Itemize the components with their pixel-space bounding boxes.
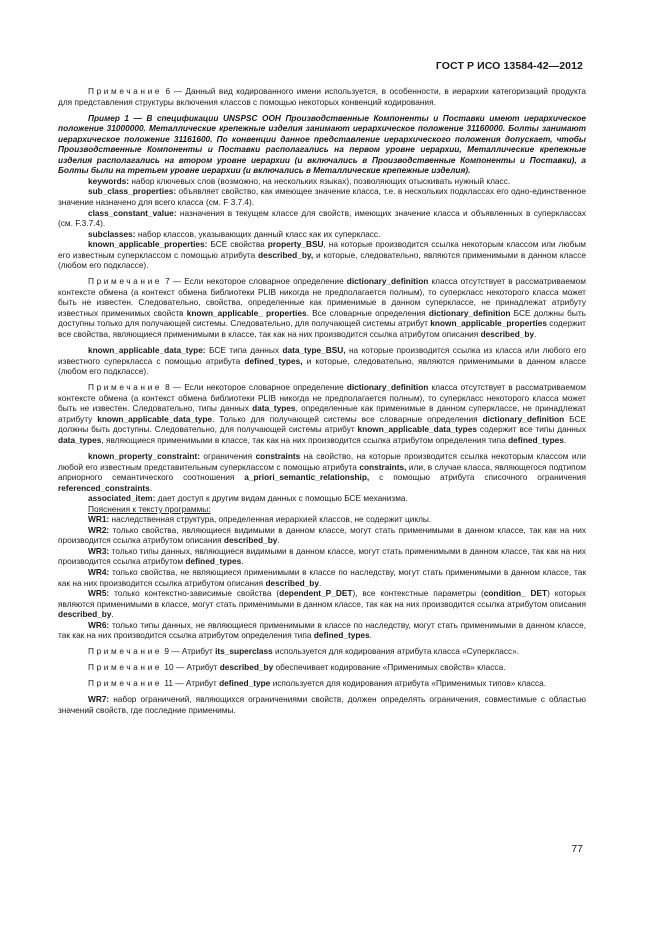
def-known-applicable-properties: known_applicable_properties: БСЕ свойства property_BSU, на которые производится ссылка некоторым классом или любым его известным суперклассом с помощью атрибута described_by, и которые, следовательно, являются применимыми в данном классе (любом его подклассе). [58, 239, 586, 271]
rule-wr1: WR1: наследственная структура, определенная иерархией классов, не содержит циклы. [88, 514, 432, 525]
note-label: Примечание [88, 646, 163, 657]
def-known-property-constraint: known_property_constraint: ограничения constraints на свойство, на которые производится ссылка некоторым классом или любой его известным представительным суперклассом с помощью атрибута constraints, или, в случае класса, являющегося подтипом априорного семантического соотношения a_priori_semantic_relationship, с помощью атрибута списочного ограничения referenced_constraints. [58, 451, 587, 493]
def-subclasses: subclasses: набор классов, указывающих данный класс как их суперкласс. [88, 228, 381, 239]
page-number: 77 [571, 843, 583, 855]
rule-wr5: WR5: только контекстно-зависимые свойства (dependent_P_DET), все контекстные параметры (condition_ DET) которых являются применимыми в классе, могут стать применимыми в данном классе, так как на них производится ссылка атрибутом описания described_by. [58, 588, 586, 620]
def-known-applicable-data-type: known_applicable_data_type: БСЕ типа данных data_type_BSU, на которые производится ссылка из класса или любого его известного суперкласса с помощью атрибута defined_types, и которые, следовательно, являются применимыми в данном классе (любом его подклассе). [58, 345, 586, 377]
def-keywords: keywords: набор ключевых слов (возможно, на нескольких языках), позволяющих отыскивать нужный класс. [88, 175, 511, 186]
note-label: Примечание [88, 276, 163, 287]
explanations-title: Пояснения к тексту программы: [88, 503, 211, 514]
example-1: Пример 1 — В спецификации UNSPSC ООН Производственные Компоненты и Поставки имеют иерархическое положение 31000000. Металлические крепежные изделия занимают иерархическое положение 31160000. Болты занимают иерархическое положение 31161600. По конвенции данное представление иерархического положения допускает, чтобы Производственные Компоненты и Поставки располагались на первом уровне иерархии, Металлические крепежные изделия располагались на втором уровне иерархии (и включались в Производственные Компоненты и Поставки), а Болты были на третьем уровне иерархии (и включались в Металлические крепежные изделия). [58, 112, 586, 176]
note-label: Примечание [88, 382, 163, 393]
rule-wr6: WR6: только типы данных, не являющиеся применимыми в классе по наследству, могут стать применимыми в данном классе, так как на них производится ссылка атрибутом определения типа defined_types. [58, 619, 586, 641]
standard-code-header: ГОСТ Р ИСО 13584-42—2012 [435, 60, 583, 72]
note-9: Примечание 9 — Атрибут its_superclass используется для кодирования атрибута класса «Суперкласс». [88, 646, 520, 657]
rule-wr4: WR4: только свойства, не являющиеся применимыми в классе по наследству, могут стать применимыми в данном классе, так как на них производится ссылка атрибутом описания described_by. [58, 567, 586, 588]
def-sub-class-properties: sub_class_properties: объявляет свойство, как имеющее значение класса, т.е. в нескольких подклассах его одно-единственное значение назначено для всего класса (см. F 3.7.4). [58, 186, 586, 207]
note-label: Примечание [88, 662, 163, 673]
def-associated-item: associated_item: дает доступ к другим видам данных с помощью БСЕ механизма. [88, 493, 408, 504]
page-body [58, 86, 586, 716]
note-11: Примечание 11 — Атрибут defined_type используется для кодирования атрибута «Применимых типов» класса. [88, 678, 547, 689]
note-label: Примечание [88, 678, 163, 689]
note-8: Примечание 8 — Если некоторое словарное определение dictionary_definition класса отсутствует в рассматриваемом контексте обмена (а контекст обмена библиотеки PLIB никогда не предполагается полным), то суперкласс некоторого класса может быть не известен. Следовательно, типы данных data_types, определенные как применимые в данном суперклассе, не принадлежат атрибуту known_applicable_data_type. Только для получающей системы все словарные определения dictionary_definition БСЕ должны быть доступны. Следовательно, для получающей системы атрибут known_applicable_data_types содержит все типы данных data_types, являющиеся применимыми в классе, так как на них производится ссылка атрибутом определения типа defined_types. [58, 382, 587, 445]
rule-wr3: WR3: только типы данных, являющиеся видимыми в данном классе, могут стать применимыми в данном классе, так как на них производится ссылка атрибутом defined_types. [58, 545, 586, 567]
note-7: Примечание 7 — Если некоторое словарное определение dictionary_definition класса отсутствует в рассматриваемом контексте обмена (а контекст обмена библиотеки PLIB никогда не предполагается полным), то суперкласс некоторого класса может быть не известен. Следовательно, свойства, определенные как применимые в данном суперклассе, не принадлежат атрибуту известных применимых свойств known_applicable_ properties. Все словарные определения dictionary_definition БСЕ должны быть доступны только для получающей системы. Следовательно, для получающей системы атрибут known_applicable_properties содержит все свойства, являющиеся применимыми в классе, так как на них производится ссылка атрибутом описания described_by. [58, 276, 586, 340]
note-6: Примечание 6 — Данный вид кодированного имени используется, в особенности, в иерархии категоризаций продукта для представления структуры включения классов с помощью некоторых конвенций кодирования. [58, 86, 586, 107]
rule-wr2: WR2: только свойства, являющиеся видимыми в данном классе, могут стать применимыми в данном классе, так как на них производится ссылка атрибутом описания described_by. [58, 524, 586, 546]
def-class-constant-value: class_constant_value: назначения в текущем классе для свойств, имеющих значение класса и объявленных в суперклассах (см. F.3.7.4). [58, 207, 586, 229]
rule-wr7: WR7: набор ограничений, являющихся ограничениями свойств, должен определять ограничения, совместимые с областью значений свойств, где последние применимы. [58, 694, 586, 716]
note-label: Примечание [88, 86, 163, 96]
note-10: Примечание 10 — Атрибут described_by обеспечивает кодирование «Применимых свойств» класса. [88, 662, 506, 673]
